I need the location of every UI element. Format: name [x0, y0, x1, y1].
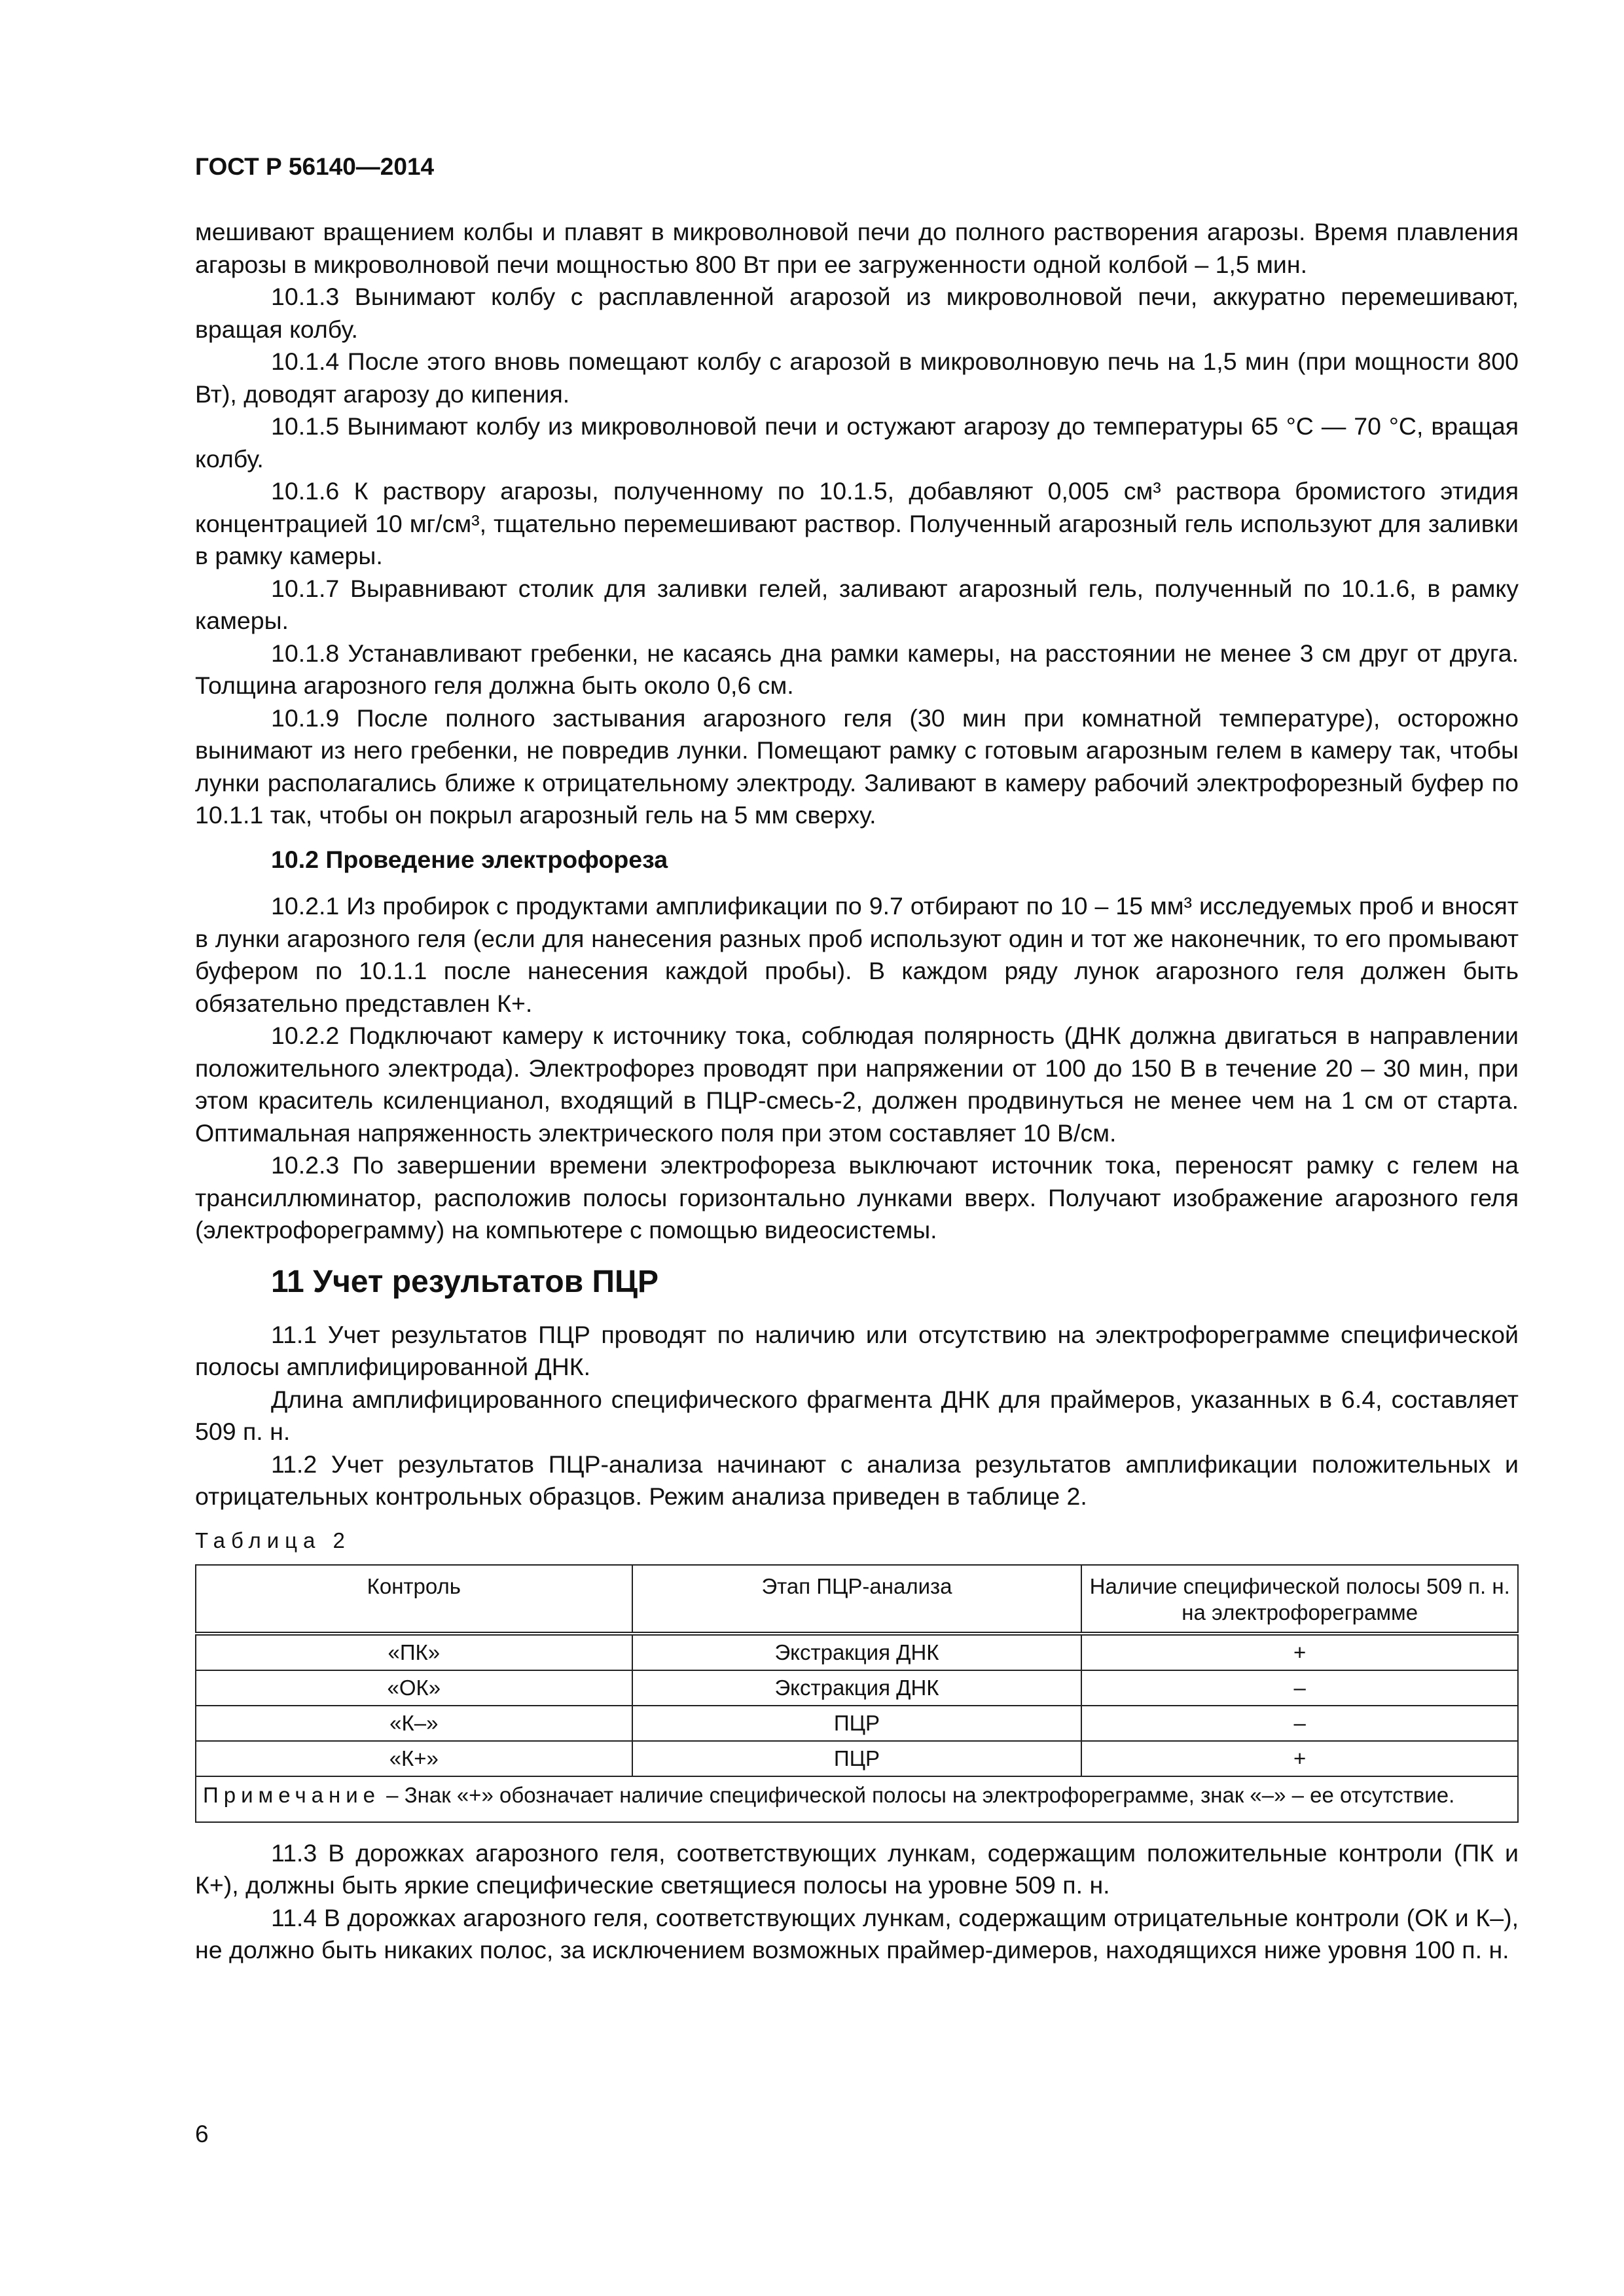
- table-row: [196, 1706, 1518, 1741]
- paragraph-10-1-5: 10.1.5 Вынимают колбу из микроволновой печи и остужают агарозу до температуры 65 °С — 70 °С, вращая колбу.: [195, 412, 1519, 473]
- table-cell: «К–»: [196, 1706, 632, 1741]
- table-note-row: [196, 1776, 1518, 1822]
- table-cell: –: [1081, 1706, 1518, 1741]
- table-cell: ПЦР: [632, 1706, 1082, 1741]
- table-header-row: [196, 1565, 1518, 1634]
- table-cell: ПЦР: [632, 1741, 1082, 1776]
- table-header-cell: Наличие специфической полосы 509 п. н. на электрофореграмме: [1081, 1565, 1518, 1634]
- paragraph-11-2: 11.2 Учет результатов ПЦР-анализа начинают с анализа результатов амплификации положительных и отрицательных контрольных образцов. Режим анализа приведен в таблице 2.: [195, 1450, 1519, 1510]
- table-row: [196, 1670, 1518, 1706]
- table-cell: «К+»: [196, 1741, 632, 1776]
- table-cell: –: [1081, 1670, 1518, 1706]
- paragraph-10-1-6: 10.1.6 К раствору агарозы, полученному по 10.1.5, добавляют 0,005 см³ раствора бромистого этидия концентрацией 10 мг/см³, тщательно перемешивают раствор. Полученный агарозный гель используют для заливки в рамку камеры.: [195, 477, 1519, 569]
- section-heading-11: 11 Учет результатов ПЦР: [271, 1264, 659, 1299]
- table-header-cell: Контроль: [196, 1565, 632, 1634]
- document-body: [195, 216, 1519, 1967]
- results-table: [195, 1564, 1519, 1823]
- table-cell: «ОК»: [196, 1670, 632, 1706]
- table-cell: +: [1081, 1741, 1518, 1776]
- table-cell: «ПК»: [196, 1634, 632, 1670]
- paragraph-10-1-7: 10.1.7 Выравнивают столик для заливки гелей, заливают агарозный гель, полученный по 10.1.6, в рамку камеры.: [195, 574, 1519, 634]
- document-header: ГОСТ Р 56140—2014: [195, 153, 435, 180]
- paragraph-11-3: 11.3 В дорожках агарозного геля, соответствующих лункам, содержащим положительные контроли (ПК и К+), должны быть яркие специфические светящиеся полосы на уровне 509 п. н.: [195, 1839, 1519, 1899]
- table-header-cell: Этап ПЦР-анализа: [632, 1565, 1082, 1634]
- table-caption: Таблица 2: [195, 1528, 351, 1552]
- table-cell: Экстракция ДНК: [632, 1670, 1082, 1706]
- paragraph-10-1-4: 10.1.4 После этого вновь помещают колбу с агарозой в микроволновую печь на 1,5 мин (при мощности 800 Вт), доводят агарозу до кипения.: [195, 348, 1519, 408]
- table-row: [196, 1741, 1518, 1776]
- paragraph-11-1-length: Длина амплифицированного специфического фрагмента ДНК для праймеров, указанных в 6.4, составляет 509 п. н.: [195, 1385, 1519, 1445]
- paragraph-11-1: 11.1 Учет результатов ПЦР проводят по наличию или отсутствию на электрофореграмме специфической полосы амплифицированной ДНК.: [195, 1320, 1519, 1380]
- paragraph-10-2-2: 10.2.2 Подключают камеру к источнику тока, соблюдая полярность (ДНК должна двигаться в направлении положительного электрода). Электрофорез проводят при напряжении от 100 до 150 В в течение 20 – 30 мин, при этом краситель ксиленцианол, входящий в ПЦР-смесь-2, должен продвинуться не менее чем на 1 см от старта. Оптимальная напряженность электрического поля при этом составляет 10 В/см.: [195, 1022, 1519, 1147]
- paragraph-continuation: мешивают вращением колбы и плавят в микроволновой печи до полного растворения агарозы. Время плавления агарозы в микроволновой печи мощностью 800 Вт при ее загруженности одной колбой – 1,5 мин.: [195, 218, 1519, 278]
- section-heading-10-2: 10.2 Проведение электрофореза: [271, 845, 668, 873]
- paragraph-11-4: 11.4 В дорожках агарозного геля, соответствующих лункам, содержащим отрицательные контроли (ОК и К–), не должно быть никаких полос, за исключением возможных праймер-димеров, находящихся ниже уровня 100 п. н.: [195, 1903, 1519, 1964]
- paragraph-10-1-9: 10.1.9 После полного застывания агарозного геля (30 мин при комнатной температуре), осторожно вынимают из него гребенки, не повредив лунки. Помещают рамку с готовым агарозным гелем в камеру так, чтобы лунки располагались ближе к отрицательному электроду. Заливают в камеру рабочий электрофорезный буфер по 10.1.1 так, чтобы он покрыл агарозный гель на 5 мм сверху.: [195, 704, 1519, 829]
- table-cell: Экстракция ДНК: [632, 1634, 1082, 1670]
- page-number: 6: [195, 2121, 209, 2147]
- table-note: [196, 1776, 1518, 1822]
- paragraph-10-2-3: 10.2.3 По завершении времени электрофореза выключают источник тока, переносят рамку с гелем на трансиллюминатор, расположив полосы горизонтально лунками вверх. Получают изображение агарозного геля (электрофореграмму) на компьютере с помощью видеосистемы.: [195, 1151, 1519, 1244]
- table-row: [196, 1634, 1518, 1670]
- paragraph-10-1-8: 10.1.8 Устанавливают гребенки, не касаясь дна рамки камеры, на расстоянии не менее 3 см друг от друга. Толщина агарозного геля должна быть около 0,6 см.: [195, 639, 1519, 699]
- paragraph-10-1-3: 10.1.3 Вынимают колбу с расплавленной агарозой из микроволновой печи, аккуратно перемешивают, вращая колбу.: [195, 283, 1519, 343]
- table-cell: +: [1081, 1634, 1518, 1670]
- table-note-label: Примечание: [203, 1782, 381, 1807]
- paragraph-10-2-1: 10.2.1 Из пробирок с продуктами амплификации по 9.7 отбирают по 10 – 15 мм³ исследуемых проб и вносят в лунки агарозного геля (если для нанесения разных проб используют один и тот же наконечник, то его промывают буфером по 10.1.1 после нанесения каждой пробы). В каждом ряду лунок агарозного геля должен быть обязательно представлен К+.: [195, 892, 1519, 1017]
- table-note-text: – Знак «+» обозначает наличие специфической полосы на электрофореграмме, знак «–» – ее отсутствие.: [380, 1782, 1455, 1807]
